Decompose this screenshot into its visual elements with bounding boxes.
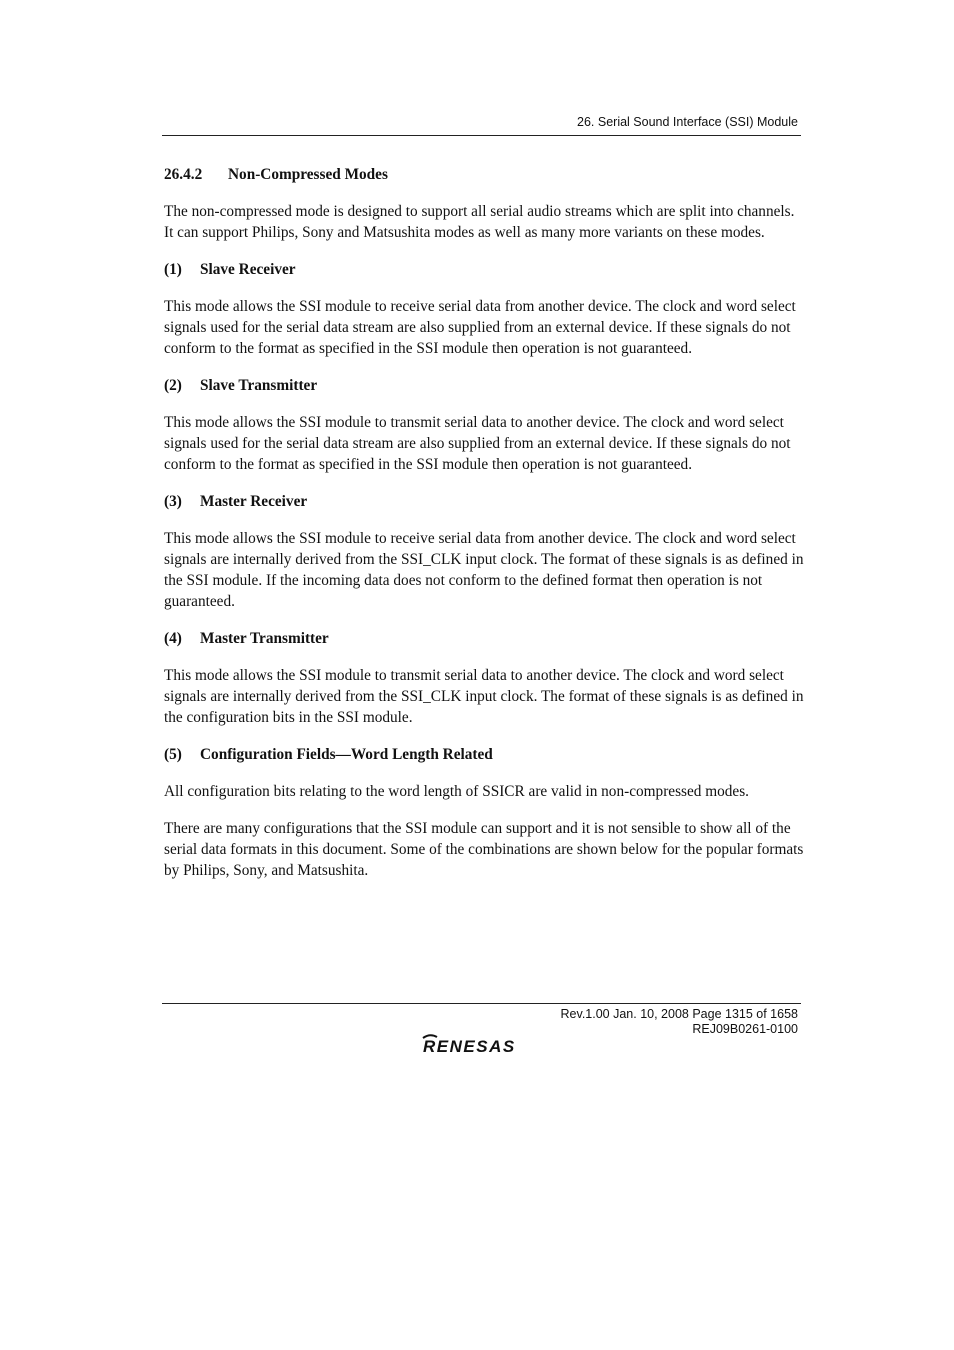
revision-info: Rev.1.00 Jan. 10, 2008 Page 1315 of 1658 bbox=[560, 1007, 798, 1021]
subsection-heading-4 bbox=[164, 628, 804, 649]
subsection-title: Master Receiver bbox=[200, 493, 308, 510]
subsection-paragraph: This mode allows the SSI module to transmit serial data to another device. The clock and word select signals used for the serial data stream are also supplied from an external device. If these signals do not conform to the format as specified in the SSI module then operation is not guaranteed. bbox=[164, 414, 791, 473]
section-title: Non-Compressed Modes bbox=[228, 166, 388, 183]
subsection-number: (1) bbox=[164, 261, 182, 278]
page-header bbox=[162, 114, 801, 136]
section-intro: The non-compressed mode is designed to support all serial audio streams which are split into channels. It can support Philips, Sony and Matsushita modes as well as many more variants on these modes. bbox=[164, 203, 795, 241]
subsection-paragraph: This mode allows the SSI module to transmit serial data to another device. The clock and word select signals are internally derived from the SSI_CLK input clock. The format of these signals is as defined in the configuration bits in the SSI module. bbox=[164, 667, 804, 726]
subsection-title: Slave Receiver bbox=[200, 261, 296, 278]
subsection-title: Master Transmitter bbox=[200, 630, 329, 647]
subsection-number: (5) bbox=[164, 746, 182, 763]
logo-text: RENESAS bbox=[423, 1037, 516, 1056]
section-number: 26.4.2 bbox=[164, 166, 203, 183]
document-number: REJ09B0261-0100 bbox=[692, 1022, 798, 1036]
subsection-paragraph: This mode allows the SSI module to receive serial data from another device. The clock and word select signals used for the serial data stream are also supplied from an external device. If these signals do not conform to the format as specified in the SSI module then operation is not guaranteed. bbox=[164, 298, 796, 357]
subsection-heading-1 bbox=[164, 259, 804, 280]
subsection-heading-3 bbox=[164, 491, 804, 512]
subsection-title: Slave Transmitter bbox=[200, 377, 318, 394]
subsection-number: (4) bbox=[164, 630, 182, 647]
subsection-number: (3) bbox=[164, 493, 182, 510]
subsection-title: Configuration Fields—Word Length Related bbox=[200, 746, 493, 763]
subsection-number: (2) bbox=[164, 377, 182, 394]
subsection-heading-5 bbox=[164, 744, 804, 765]
subsection-heading-2 bbox=[164, 375, 804, 396]
subsection-paragraph: All configuration bits relating to the word length of SSICR are valid in non-compressed modes. bbox=[164, 783, 750, 800]
document-body bbox=[164, 164, 804, 881]
renesas-logo bbox=[421, 1034, 541, 1056]
section-heading bbox=[164, 164, 804, 185]
subsection-paragraph: There are many configurations that the SSI module can support and it is not sensible to show all of the serial data formats in this document. Some of the combinations are shown below for the popular formats by Philips, Sony, and Matsushita. bbox=[164, 820, 804, 879]
subsection-paragraph: This mode allows the SSI module to receive serial data from another device. The clock and word select signals are internally derived from the SSI_CLK input clock. The format of these signals is as defined in the SSI module. If the incoming data does not conform to the defined format then operation is not guaranteed. bbox=[164, 530, 804, 610]
page-footer bbox=[162, 1003, 801, 1036]
chapter-title: 26. Serial Sound Interface (SSI) Module bbox=[577, 115, 798, 129]
